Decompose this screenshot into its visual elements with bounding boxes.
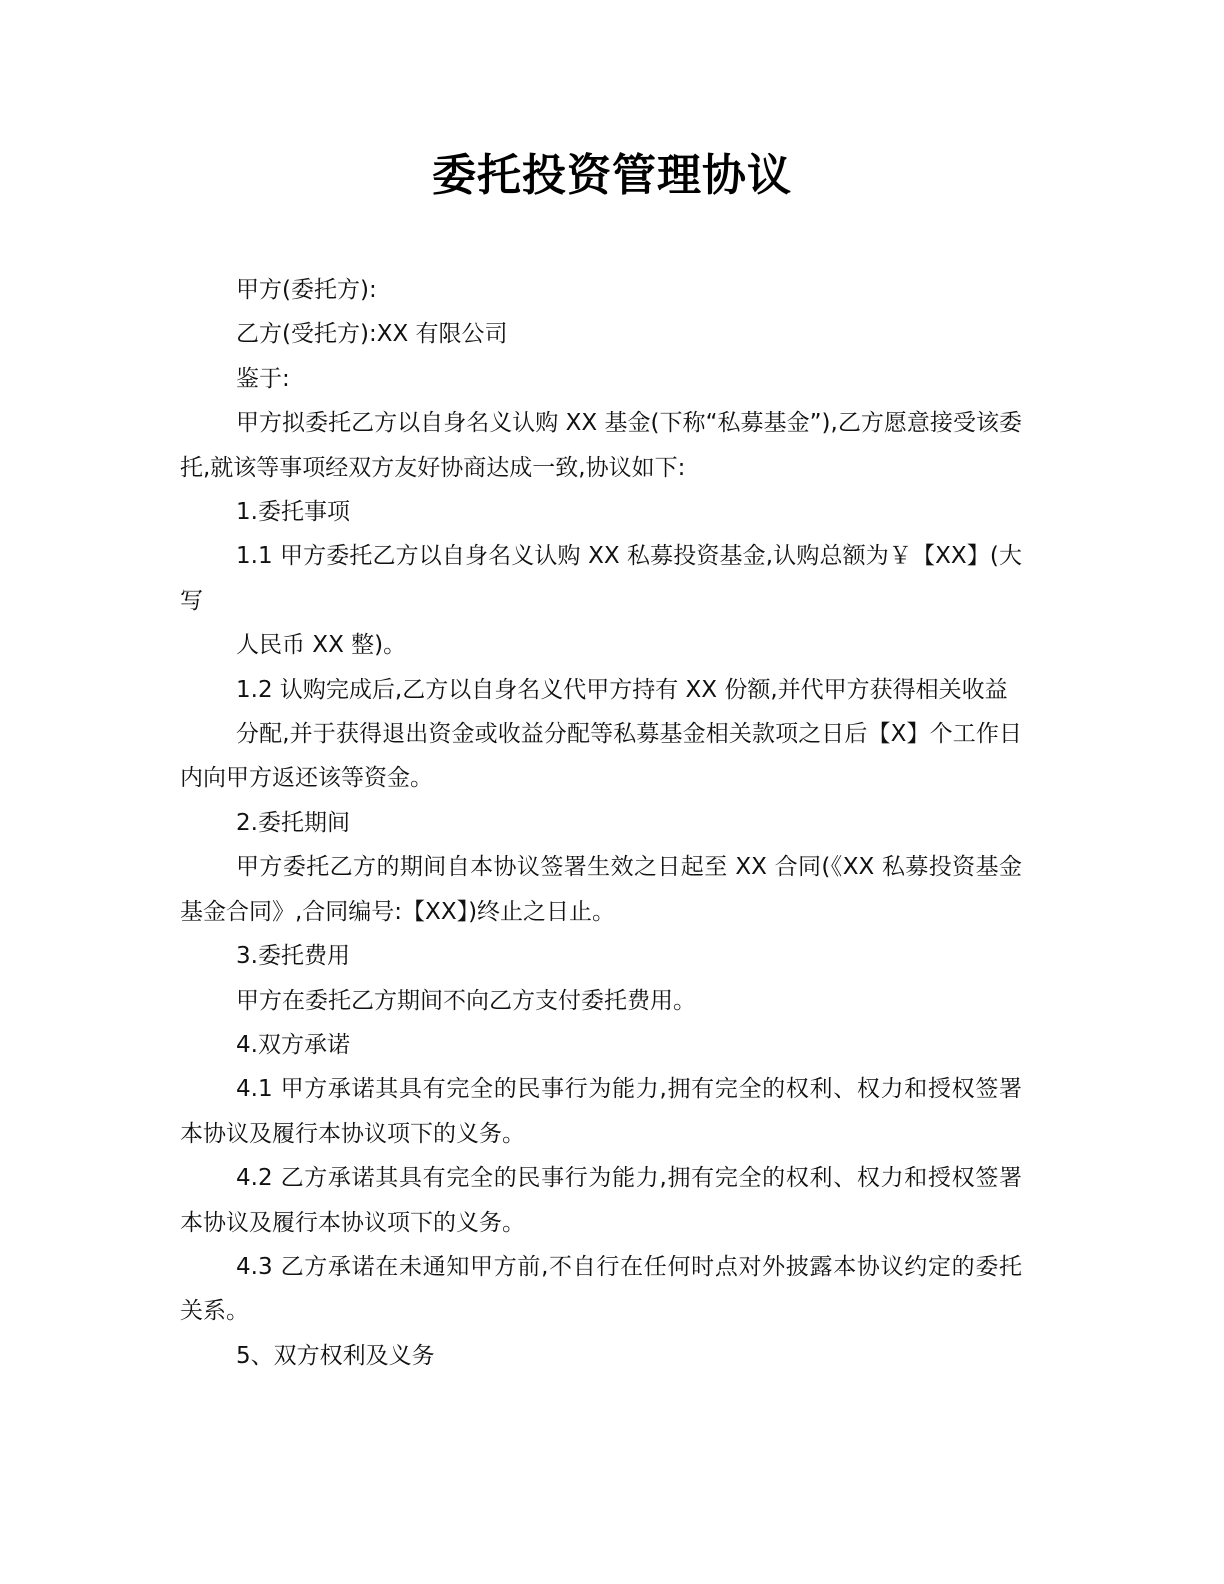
clause-1-2: 1.2 认购完成后,乙方以自身名义代甲方持有 XX 份额,并代甲方获得相关收益 <box>236 676 1008 703</box>
clause-2-text: 甲方委托乙方的期间自本协议签署生效之日起至 XX 合同(《XX 私募投资基金基金合同》,合同编号:【XX】)终止之日止。 <box>180 854 1022 925</box>
section-heading-1: 1.委托事项 <box>236 499 350 526</box>
clause-1-1: 1.1 甲方委托乙方以自身名义认购 XX 私募投资基金,认购总额为￥【XX】(大写 <box>180 543 1022 614</box>
document-body <box>180 268 1022 1378</box>
section-heading-3: 3.委托费用 <box>236 943 350 970</box>
clause-4-2: 4.2 乙方承诺其具有完全的民事行为能力,拥有完全的权利、权力和授权签署本协议及履行本协议项下的义务。 <box>180 1165 1022 1236</box>
whereas-paragraph: 甲方拟委托乙方以自身名义认购 XX 基金(下称“私募基金”),乙方愿意接受该委托,就该等事项经双方友好协商达成一致,协议如下: <box>180 410 1022 481</box>
clause-1-2-continued: 分配,并于获得退出资金或收益分配等私募基金相关款项之日后【X】个工作日内向甲方返还该等资金。 <box>180 721 1022 792</box>
document-title: 委托投资管理协议 <box>432 150 792 201</box>
clause-3-text: 甲方在委托乙方期间不向乙方支付委托费用。 <box>236 987 696 1014</box>
party-b-line: 乙方(受托方):XX 有限公司 <box>236 321 508 348</box>
whereas-heading: 鉴于: <box>236 365 290 392</box>
clause-1-1-continued: 人民币 XX 整)。 <box>236 632 407 659</box>
party-a-line: 甲方(委托方): <box>236 277 377 303</box>
section-heading-5: 5、双方权利及义务 <box>236 1342 435 1369</box>
clause-4-3: 4.3 乙方承诺在未通知甲方前,不自行在任何时点对外披露本协议约定的委托关系。 <box>180 1253 1022 1325</box>
section-heading-2: 2.委托期间 <box>236 809 350 836</box>
clause-4-1: 4.1 甲方承诺其具有完全的民事行为能力,拥有完全的权利、权力和授权签署本协议及履行本协议项下的义务。 <box>180 1076 1022 1147</box>
section-heading-4: 4.双方承诺 <box>236 1031 350 1058</box>
